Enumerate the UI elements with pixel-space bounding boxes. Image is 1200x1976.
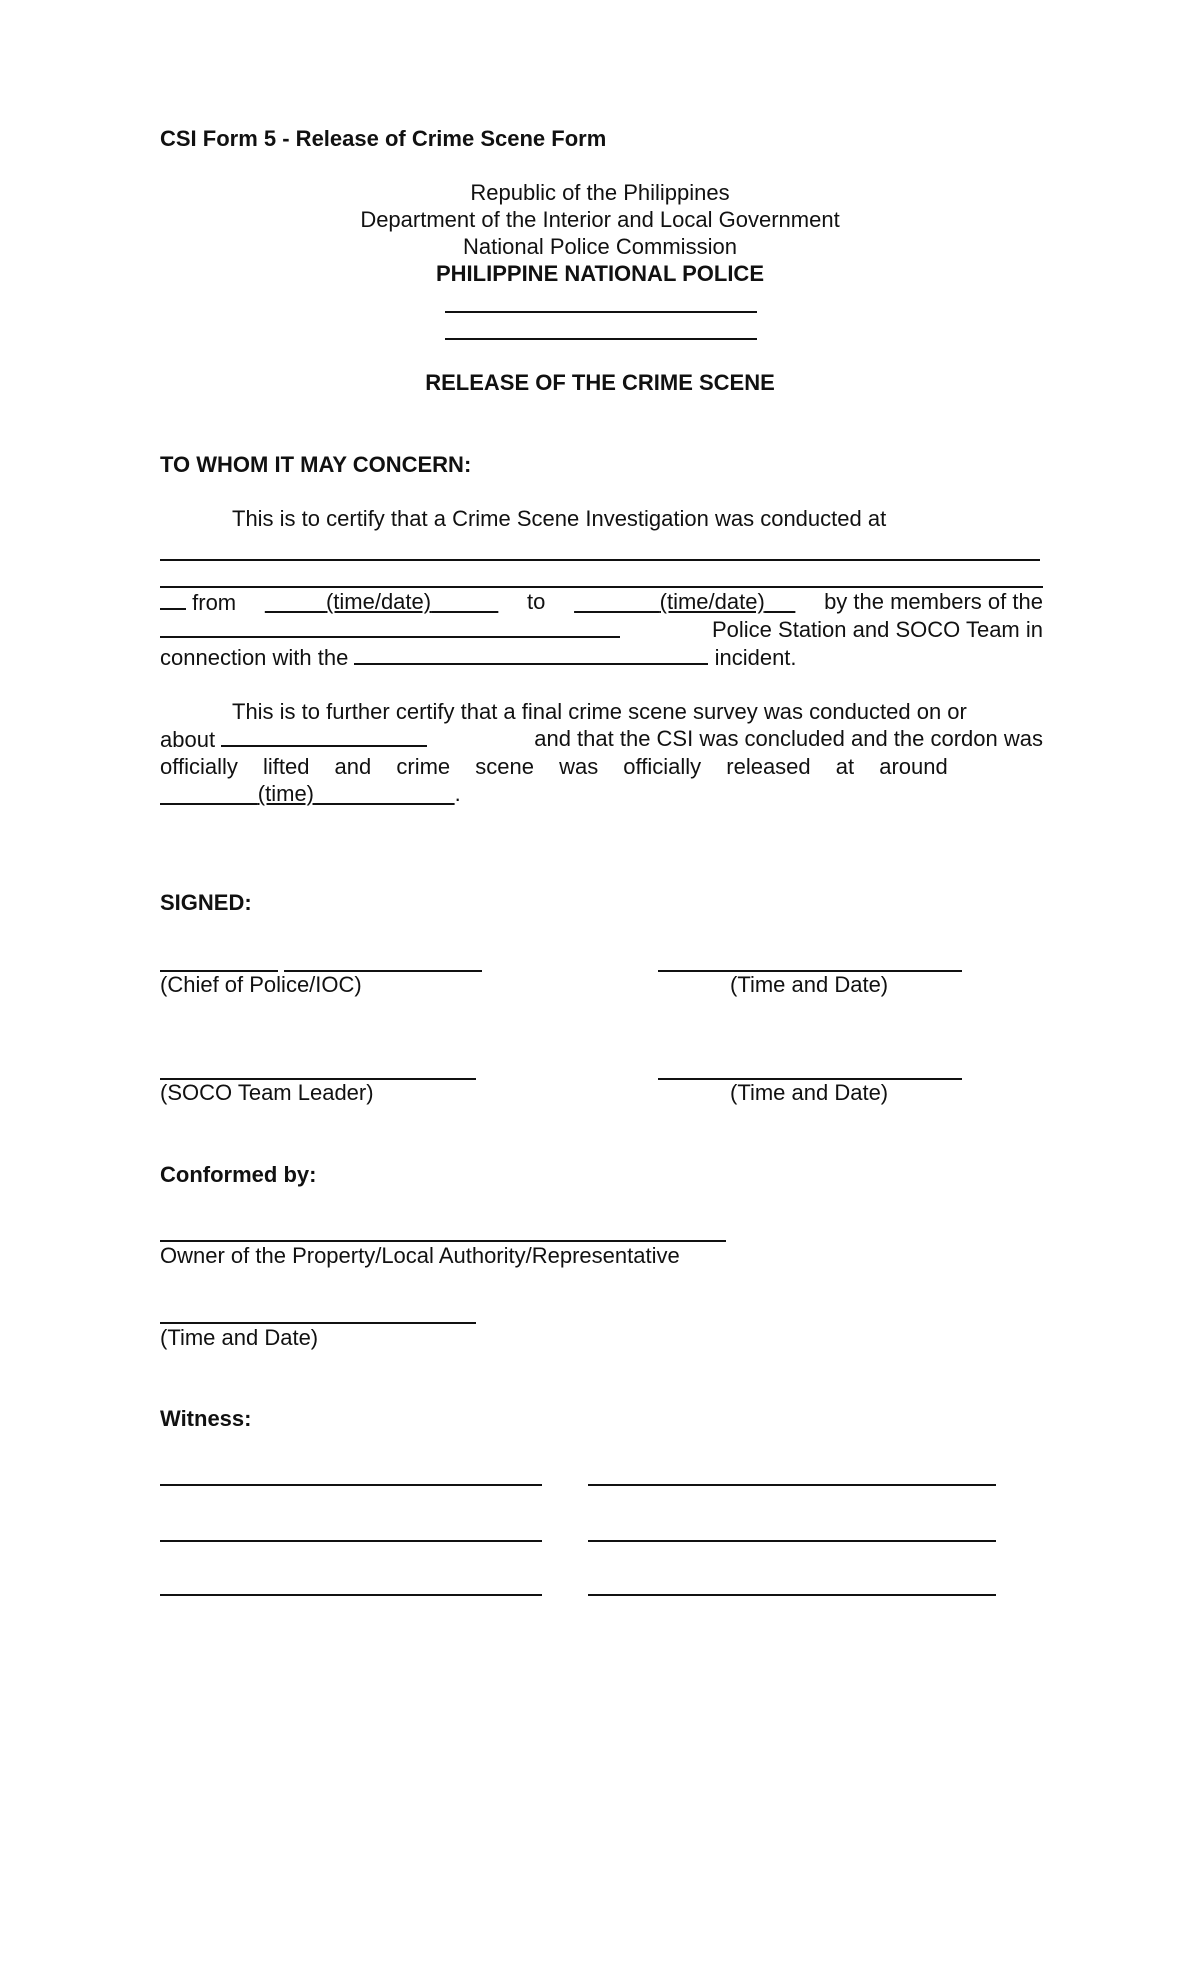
police-station-text: Police Station and SOCO Team in bbox=[712, 617, 1043, 642]
paragraph-certify bbox=[160, 505, 1043, 671]
witness-line-1[interactable] bbox=[160, 1484, 542, 1486]
by-members-text: by the members of the bbox=[824, 589, 1043, 614]
paragraph2-line1 bbox=[160, 698, 1043, 725]
witness-label: Witness: bbox=[160, 1406, 252, 1431]
incident-text: incident. bbox=[714, 645, 797, 670]
location-blank-tail[interactable] bbox=[160, 588, 186, 610]
about-group bbox=[160, 725, 427, 753]
owner-time-date-line[interactable] bbox=[160, 1322, 476, 1324]
from-word: from bbox=[192, 590, 237, 615]
paragraph2-line3 bbox=[160, 753, 1043, 780]
paragraph1-opening-text: This is to certify that a Crime Scene Investigation was conducted at bbox=[232, 506, 887, 531]
header-napolcom: National Police Commission bbox=[463, 234, 737, 259]
signed-label: SIGNED: bbox=[160, 890, 252, 915]
paragraph1-time-row bbox=[160, 588, 1043, 616]
witness-line-6[interactable] bbox=[588, 1594, 996, 1596]
header-dilg: Department of the Interior and Local Government bbox=[360, 207, 840, 232]
survey-date-blank[interactable] bbox=[221, 725, 427, 747]
header-pnp: PHILIPPINE NATIONAL POLICE bbox=[436, 261, 764, 286]
header-republic: Republic of the Philippines bbox=[470, 180, 730, 205]
soco-time-date-label: (Time and Date) bbox=[730, 1080, 889, 1105]
location-blank-1[interactable] bbox=[160, 532, 1040, 561]
witness-line-4[interactable] bbox=[588, 1540, 996, 1542]
release-time-field[interactable] bbox=[160, 781, 455, 806]
police-station-blank[interactable] bbox=[160, 616, 620, 638]
to-word: to bbox=[527, 589, 546, 614]
form-title: CSI Form 5 - Release of Crime Scene Form bbox=[160, 126, 607, 151]
header-blank-line-1[interactable] bbox=[445, 311, 757, 313]
paragraph2-line3-text: officially lifted and crime scene was officially released at around bbox=[160, 754, 948, 779]
chief-label: (Chief of Police/IOC) bbox=[160, 972, 362, 997]
connection-text: connection with the bbox=[160, 645, 349, 670]
location-blank-2[interactable] bbox=[160, 561, 1043, 588]
witness-line-2[interactable] bbox=[588, 1484, 996, 1486]
document-title: RELEASE OF THE CRIME SCENE bbox=[425, 370, 775, 395]
conformed-label: Conformed by: bbox=[160, 1162, 317, 1187]
release-time-label: (time) bbox=[257, 781, 315, 806]
soco-label: (SOCO Team Leader) bbox=[160, 1080, 374, 1105]
witness-line-3[interactable] bbox=[160, 1540, 542, 1542]
about-word: about bbox=[160, 727, 216, 752]
paragraph2-line1-text: This is to further certify that a final crime scene survey was conducted on or bbox=[232, 699, 967, 724]
from-time-date-field[interactable] bbox=[265, 588, 499, 616]
paragraph1-opening bbox=[160, 505, 1043, 532]
time-row-left bbox=[160, 588, 236, 616]
incident-blank[interactable] bbox=[354, 643, 708, 665]
chief-time-date-label: (Time and Date) bbox=[730, 972, 889, 997]
paragraph-further-certify bbox=[160, 698, 1043, 807]
owner-label: Owner of the Property/Local Authority/Representative bbox=[160, 1243, 680, 1268]
header-blank-line-2[interactable] bbox=[445, 338, 757, 340]
owner-time-date-label: (Time and Date) bbox=[160, 1325, 319, 1350]
paragraph2-line4: (time) . bbox=[160, 780, 1043, 807]
to-time-date-field[interactable] bbox=[574, 588, 795, 616]
salutation: TO WHOM IT MAY CONCERN: bbox=[160, 452, 472, 477]
witness-line-5[interactable] bbox=[160, 1594, 542, 1596]
owner-signature-line[interactable] bbox=[160, 1240, 726, 1242]
from-time-date-label: (time/date) bbox=[325, 589, 432, 614]
paragraph2-line2 bbox=[160, 725, 1043, 753]
concluded-text: and that the CSI was concluded and the cordon was bbox=[534, 726, 1043, 751]
paragraph1-station-row bbox=[160, 616, 1043, 643]
paragraph1-incident-row bbox=[160, 643, 1043, 671]
to-time-date-label: (time/date) bbox=[659, 589, 765, 614]
